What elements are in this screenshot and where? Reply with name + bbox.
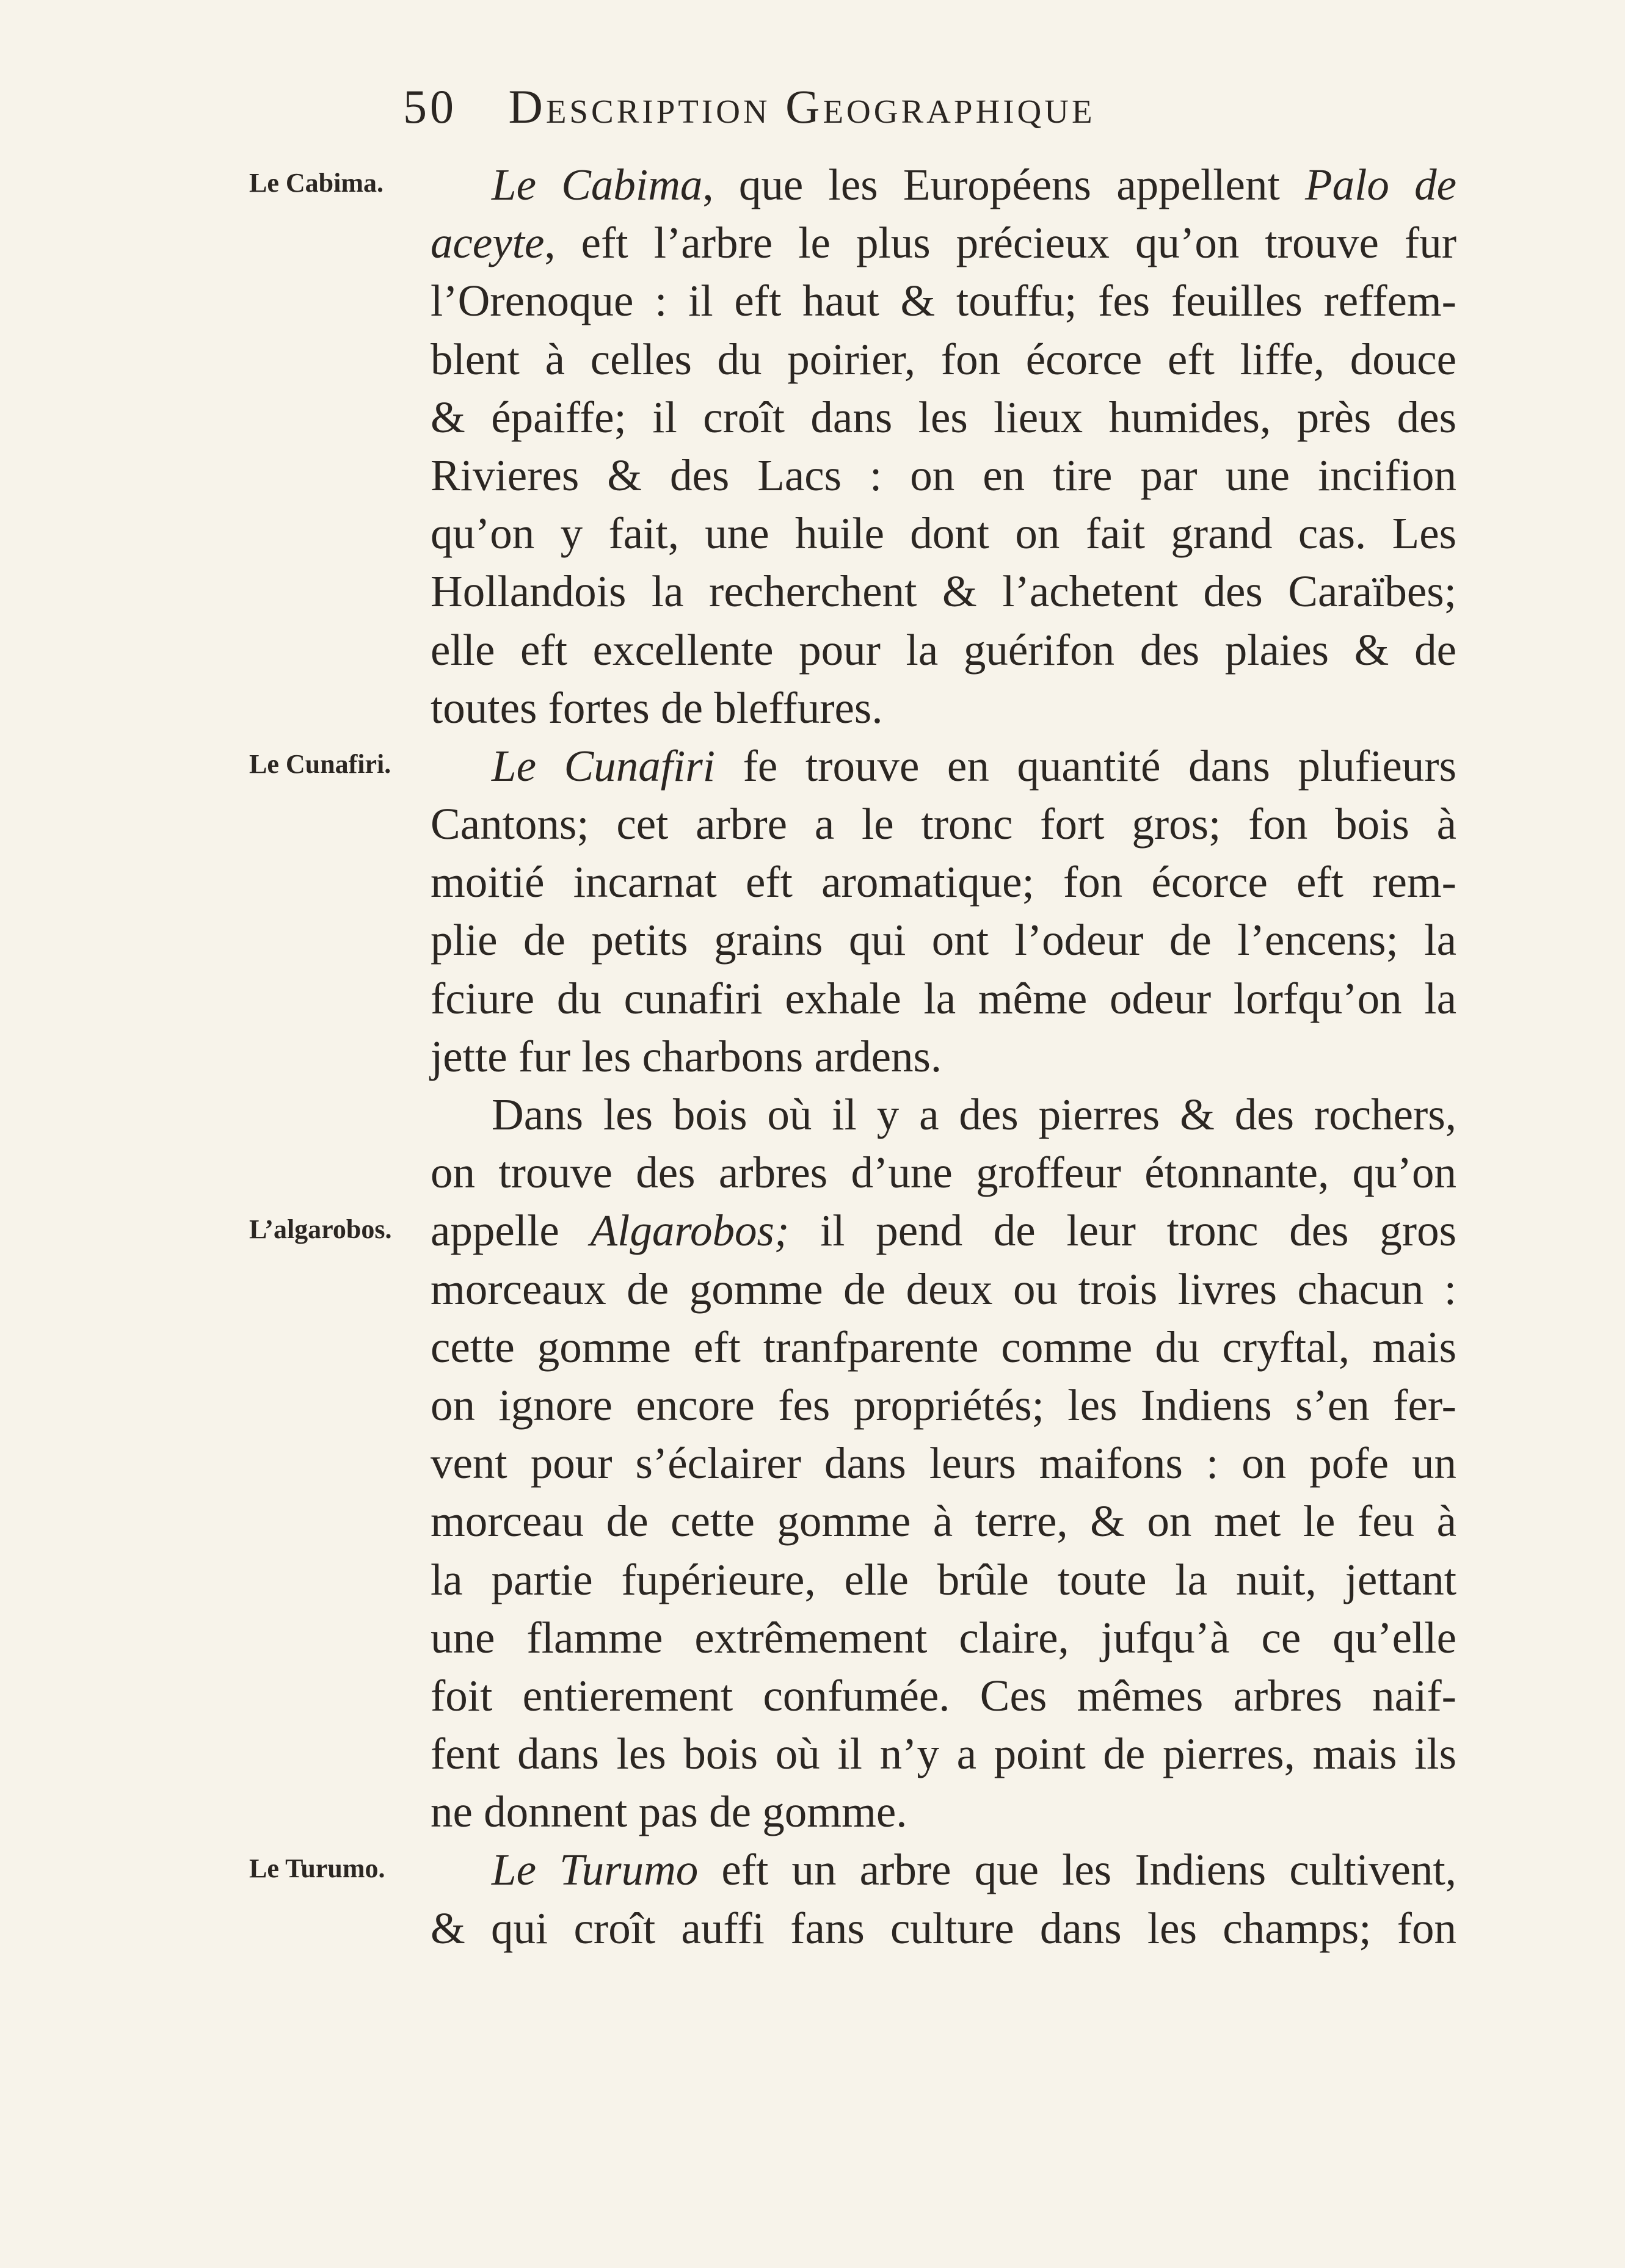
text-line: ne donnent pas de gomme. [431, 1787, 907, 1837]
text-line: appelle Algarobos; il pend de leur tronc des gros [431, 1206, 1456, 1256]
margin-note-cunasiri: Le Cunafiri. [249, 749, 391, 779]
text-line: & qui croît auffi fans culture dans les champs; fon [431, 1903, 1456, 1953]
text-line: Dans les bois où il y a des pierres & des rochers, [492, 1090, 1456, 1139]
body-text [431, 156, 1456, 1957]
margin-note-cabima: Le Cabima. [249, 168, 384, 198]
margin-note-turumo: Le Turumo. [249, 1853, 385, 1883]
text-line: Le Cabima, que les Européens appellent Palo de [492, 160, 1456, 209]
text-line: moitié incarnat eft aromatique; fon écorce eft rem- [431, 857, 1456, 907]
text-line: elle eft excellente pour la guérifon des plaies & de [431, 625, 1456, 675]
text-line: aceyte, eft l’arbre le plus précieux qu’on trouve fur [431, 218, 1456, 268]
text-line: Le Turumo eft un arbre que les Indiens cultivent, [492, 1845, 1456, 1895]
running-title: Description Geographique [508, 80, 1096, 133]
text-line: fent dans les bois où il n’y a point de pierres, mais ils [431, 1729, 1456, 1779]
text-line: fciure du cunafiri exhale la même odeur lorfqu’on la [431, 973, 1456, 1023]
text-line: foit entierement confumée. Ces mêmes arbres naif- [431, 1670, 1456, 1720]
text-line: Le Cunafiri fe trouve en quantité dans plufieurs [492, 741, 1456, 791]
text-line: blent à celles du poirier, fon écorce eft liffe, douce [431, 334, 1456, 384]
text-line: on trouve des arbres d’une groffeur étonnante, qu’on [431, 1148, 1456, 1198]
text-line: vent pour s’éclairer dans leurs maifons : on pofe un [431, 1438, 1456, 1488]
page-header [403, 76, 1356, 137]
text-line: Rivieres & des Lacs : on en tire par une incifion [431, 450, 1456, 500]
text-line: Hollandois la recherchent & l’achetent des Caraïbes; [431, 567, 1456, 617]
text-line: la partie fupérieure, elle brûle toute la nuit, jettant [431, 1554, 1456, 1604]
page-number: 50 [403, 80, 457, 133]
text-line: Cantons; cet arbre a le tronc fort gros; fon bois à [431, 799, 1456, 849]
text-line: l’Orenoque : il eft haut & touffu; fes feuilles reffem- [431, 276, 1456, 326]
text-line: on ignore encore fes propriétés; les Indiens s’en fer- [431, 1380, 1456, 1430]
text-line: jette fur les charbons ardens. [431, 1031, 942, 1081]
text-line: cette gomme eft tranfparente comme du cryftal, mais [431, 1322, 1456, 1372]
text-line: plie de petits grains qui ont l’odeur de l’encens; la [431, 915, 1456, 965]
text-line: toutes fortes de bleffures. [431, 683, 883, 733]
text-line: une flamme extrêmement claire, jufqu’à ce qu’elle [431, 1612, 1456, 1662]
text-line: qu’on y fait, une huile dont on fait grand cas. Les [431, 509, 1456, 559]
text-line: & épaiffe; il croît dans les lieux humides, près des [431, 392, 1456, 442]
margin-note-algarobos: L’algarobos. [249, 1214, 392, 1244]
text-line: morceaux de gomme de deux ou trois livres chacun : [431, 1264, 1456, 1314]
text-line: morceau de cette gomme à terre, & on met le feu à [431, 1496, 1456, 1546]
